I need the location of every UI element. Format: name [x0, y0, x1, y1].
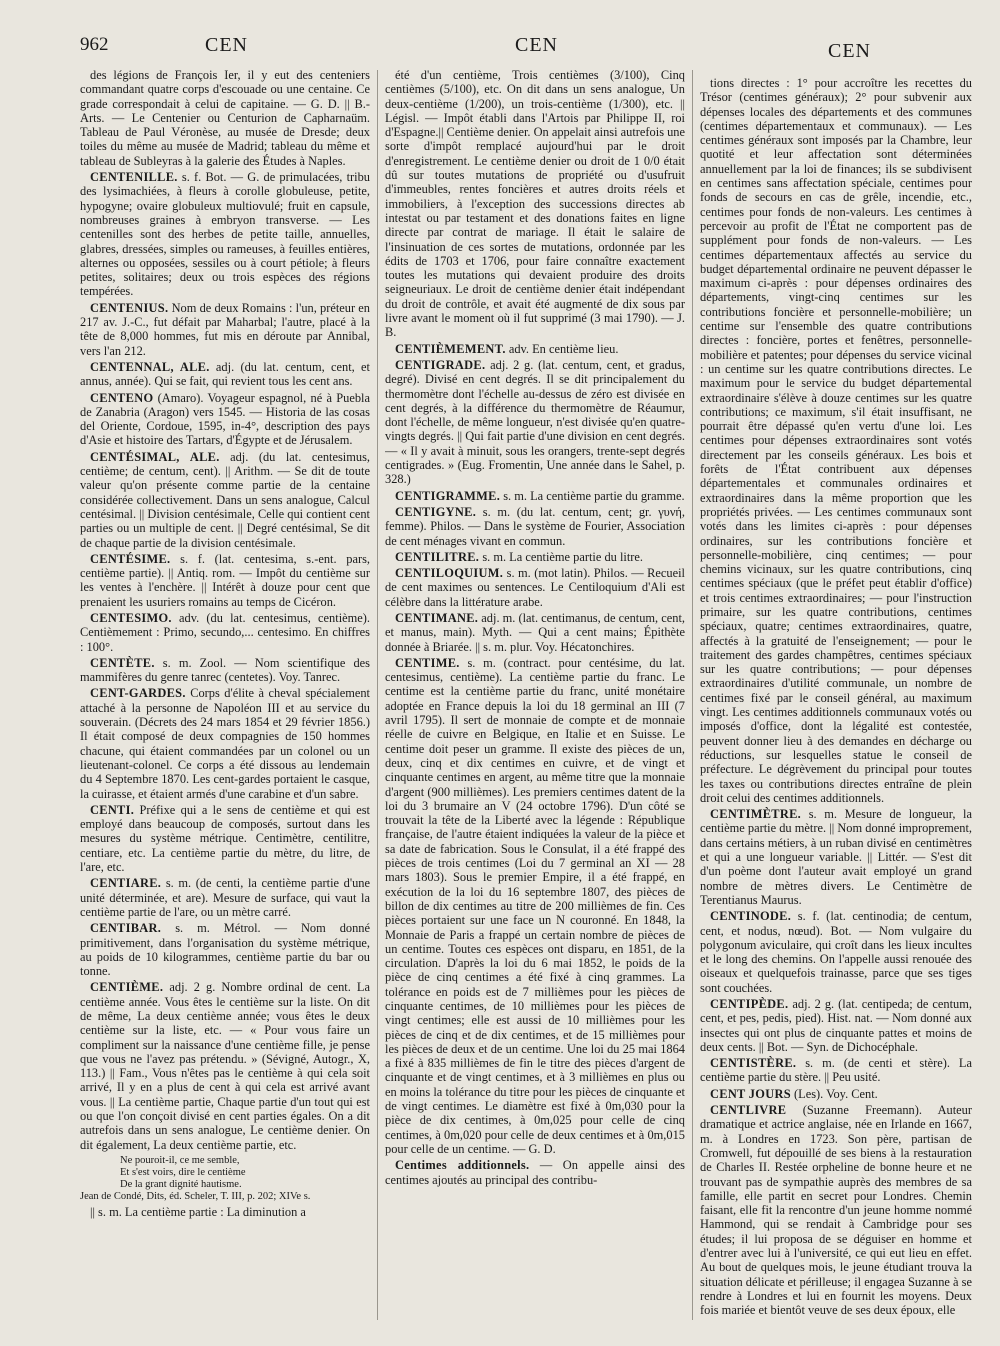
entry-headword: CENTENIUS.	[90, 300, 169, 315]
entry-headword: CENTIÈME.	[90, 980, 164, 995]
entry-headword: CENTIMÈTRE.	[710, 807, 802, 822]
entry-headword: CENTLIVRE	[710, 1103, 787, 1118]
entry-continuation	[80, 1205, 370, 1219]
entry-text: (Les). Voy. Cent.	[790, 1086, 878, 1101]
entry-headword: CENTIPÈDE.	[710, 997, 789, 1011]
dictionary-entry	[385, 611, 685, 654]
entry-text: des légions de François Ier, il y eut des centeniers commandant quatre corps d'escouade ou une centaine. Ce grade correspondait à celui de capitaine. — G. D. || B.-Arts. — Le Centenier ou Centurion de Capharnaüm. Tableau de Paul Véronèse, au musée de Dresde; deux toiles du même au musée de Madrid; tableau du même et tableau de Subleyras à la galerie des Études à Naples.	[80, 68, 370, 168]
entry-text: s. m. Zool. — Nom scientifique des mammifères du genre tanrec (centetes). Voy. Tanrec.	[80, 655, 370, 685]
dictionary-entry	[80, 360, 370, 389]
entry-text: s. f. (lat. centesima, s.-ent. pars, centième partie). || Antiq. rom. — Impôt du centième sur les ventes à l'enchère. || Intérêt à douze pour cent que prenaient les usuriers romains au temps de Cicéron.	[80, 551, 370, 609]
dictionary-entry	[385, 656, 685, 1156]
entry-headword: CENTISTÈRE.	[710, 1056, 797, 1071]
entry-headword: CENTIMANE.	[395, 610, 479, 625]
entry-headword: CENTÉSIME.	[90, 551, 171, 566]
entry-headword: CENTENILLE.	[90, 170, 178, 185]
page-number: 962	[80, 34, 109, 55]
entry-text: adj. (du lat. centum, cent, et annus, année). Qui se fait, qui revient tous les cent ans.	[80, 359, 370, 389]
entry-headword: CENTIÈMEMENT.	[395, 341, 506, 356]
entry-headword: CENTINODE.	[710, 909, 792, 924]
dictionary-entry	[80, 876, 370, 919]
dictionary-entry	[80, 686, 370, 800]
entry-headword: CENTENO	[90, 390, 154, 405]
dictionary-entry	[80, 552, 370, 609]
entry-text: adv. En centième lieu.	[505, 341, 619, 356]
dictionary-entry	[80, 391, 370, 448]
entry-headword: CENTIARE.	[90, 876, 162, 891]
dictionary-entry	[80, 921, 370, 978]
dictionary-entry	[385, 342, 685, 356]
dictionary-entry	[385, 358, 685, 487]
entry-headword: Centimes additionnels.	[395, 1158, 530, 1173]
entry-text: adj. 2 g. (lat. centipeda; de centum, cent, et pes, pedis, pied). Hist. nat. — Nom donné aux insectes qui ont plus de cinquante pattes et moins de deux cents. || Bot. — Syn. de Dichocéphale.	[700, 997, 972, 1054]
entry-text: Préfixe qui a le sens de centième et qui est employé dans beaucoup de composés, surtout dans les mesures du système métrique. Centimètre, centilitre, centiare, etc. La centième partie du mètre, du litre, de l'are, etc.	[80, 802, 370, 875]
verse-quotation	[80, 1155, 370, 1203]
entry-text: s. m. (mot latin). Philos. — Recueil de cent maximes ou sentences. Le Centiloquium d'Ali est célèbre dans la littérature arabe.	[385, 566, 685, 609]
column-3	[700, 76, 972, 1338]
column-divider	[692, 70, 693, 1320]
dictionary-entry	[700, 909, 972, 995]
entry-text: s. f. Bot. — G. de primulacées, tribu des lysimachiées, à fleurs à corolle globuleuse, petite, hypogyne; ovaire globuleux multiovulé; fruit en capsule, nombreuses graines à embryon transverse. — Les centenilles sont des herbes de petite taille, annuelles, glabres, dressées, simples ou rameuses, à feuilles entières, alternes ou opposées, sessiles ou à court pétiole; à fleurs petites, solitaires; deux ou trois espèces des régions tempérées.	[80, 170, 370, 299]
quotation-source: Jean de Condé, Dits, éd. Scheler, T. III, p. 202; XIVe s.	[80, 1190, 311, 1202]
entry-text: s. m. (de centi et stère). La centième partie du stère. || Peu usité.	[700, 1056, 972, 1085]
entry-headword: CENTÈTE.	[90, 655, 155, 670]
entry-text: adv. (du lat. centesimus, centième). Centièmement : Primo, secundo,... centesimo. En chiffres : 100°.	[80, 610, 370, 654]
entry-text: Nom de deux Romains : l'un, préteur en 217 av. J.-C., fut défait par Maharbal; l'autre, placé à la tête de 8,000 hommes, fut mis en déroute par Annibal, vers l'an 212.	[80, 300, 370, 358]
entry-text: s. m. Mesure de longueur, la centième partie du mètre. || Nom donné improprement, dans certains métiers, à un ruban divisé en centimètres et qui a une longueur variable. || Littér. — S'est dit d'un poème dont l'auteur avait employé un grand nombre de mètres divers. Le Centimètre de Terentianus Maurus.	[700, 807, 972, 907]
entry-text: (Suzanne Freemann). Auteur dramatique et actrice anglaise, née en Irlande en 1667, m. à Londres en 1723. Son père, partisan de Cromwell, fut dépouillé de ses biens à la restauration de Charles II. Restée orpheline de bonne heure et ne trouvant pas de sympathie auprès des membres de sa famille, elle partit en secret pour Londres. Chemin faisant, elle fit la rencontre d'un jeune homme nommé Hammond, qui se rendait à Cambridge pour ses études; il lui proposa de se déguiser en homme et d'entrer avec lui à l'université, ce qui eut lieu en effet. Au bout de quelques mois, le jeune étudiant trouva la situation délicate et périlleuse; il engagea Suzanne à se rendre à Londres et lui en fournit les moyens. Deux fois mariée et bientôt veuve de ses deux époux, elle	[700, 1103, 972, 1318]
entry-text: s. m. La centième partie du litre.	[479, 549, 643, 564]
dictionary-entry	[385, 505, 685, 548]
entry-headword: CENTILITRE.	[395, 549, 480, 564]
dictionary-entry	[385, 550, 685, 564]
dictionary-entry	[385, 489, 685, 503]
dictionary-entry	[80, 656, 370, 685]
entry-headword: CENTI.	[90, 802, 135, 817]
column-1	[80, 68, 370, 1330]
dictionary-entry	[700, 1103, 972, 1317]
dictionary-entry	[80, 170, 370, 299]
entry-headword: CENTESIMO.	[90, 610, 172, 625]
entry-headword: CENT JOURS	[710, 1086, 791, 1101]
entry-text: adj. m. (lat. centimanus, de centum, cent, et manus, main). Myth. — Qui a cent mains; Épithète donnée à Briarée. || s. m. plur. Voy. Hécatonchires.	[385, 610, 685, 654]
dictionary-entry	[80, 301, 370, 358]
entry-text: adj. 2 g. Nombre ordinal de cent. La centième année. Vous êtes le centième sur la liste. On dit de même, La deux centième année; vous êtes le deux centième sur la liste, etc. — « Pour vous faire un compliment sur la naissance d'une centième fille, je pense que vous ne l'avez pas prétendu. » (Sévigné, Autogr., X, 113.) || Fam., Vous n'êtes pas le centième à qui cela soit arrivé, Il y en a plus de cent à qui cela est arrivé avant vous. || La centième partie, Chaque partie d'un tout qui est ou que l'on conçoit divisé en cent parties égales. On a dit autrefois dans un sens analogue, Le centième denier. On dit également, La deux centième partie, etc.	[80, 980, 370, 1152]
entry-continuation	[700, 76, 972, 805]
running-header	[0, 28, 1000, 68]
verse-line: De la grant dignité hautisme.	[120, 1178, 242, 1190]
dictionary-entry	[385, 1158, 685, 1187]
entry-text: — On appelle ainsi des centimes ajoutés au principal des contribu-	[385, 1158, 685, 1187]
header-left-keyword: CEN	[205, 34, 248, 56]
dictionary-entry	[700, 807, 972, 907]
entry-text: tions directes : 1° pour accroître les recettes du Trésor (centimes généraux); 2° pour subvenir aux dépenses locales des départements et des communes (centimes départementaux et communaux). — Les centimes généraux sont imposés par la Chambre, leur quotité et leur affectation sont déterminées annuellement par la loi de finances; ils se subdivisent en centimes sans affectation spéciale, centimes pour fonds de secours en cas de grêle, incendie, etc., centimes pour fonds de non-valeurs. Les centimes à percevoir au profit de l'État ne comportent pas de supplément pour fonds de non-valeurs. — Les centimes départementaux affectés au service du budget départemental ordinaire ne peuvent dépasser le maximum ci-après : pour dépenses ordinaires des départements, vingt-cinq centimes sur les contributions foncière et personnelle-mobilière; un centime sur l'ensemble des quatre contributions directes : foncière, portes et fenêtres, personnelle-mobilière et patentes; pour dépenses du service vicinal : un centime sur les quatre contributions directes. Le maximum pour le service du budget départemental extraordinaire s'élève à douze centimes sur les quatre contributions; ce maximum, s'il était insuffisant, ne pourrait être dépassé qu'en vertu d'une loi. Les centimes pour dépenses extraordinaires sont votés directement par les conseils généraux. Les bois et forêts de l'État contribuent aux dépenses départementales et communales ordinaires et extraordinaires dans la même proportion que les propriétés privées. — Les centimes communaux sont votés dans les limites ci-après : pour dépenses ordinaires, sur les contributions foncière et personnelle-mobilière, cinq centimes; — pour chemins vicinaux, sur les quatre contributions, cinq centimes spéciaux (que le préfet peut établir d'office) et trois centimes extraordinaires; — pour l'instruction primaire, sur les quatre contributions, centimes spéciaux, quatre; centimes extraordinaires, quatre, affectés à la gratuité de l'enseignement; — pour le traitement des gardes champêtres, centimes spéciaux sur les quatre contributions; — pour dépenses extraordinaires d'utilité communale, un nombre de centimes fixé par le conseil général, au maximum vingt. Les centimes additionnels communaux votés ou imposés d'office, dont la légalité est contestée, peuvent donner lieu à des demandes en décharge ou réductions, sur lesquelles statue le conseil de préfecture. Le dégrèvement du principal pour toutes les taxes ou contributions directes entraîne de plein droit celui des centimes additionnels.	[700, 76, 972, 805]
dictionary-entry	[80, 450, 370, 550]
entry-text: s. m. (du lat. centum, cent; gr. γυνή, femme). Philos. — Dans le système de Fourier, Association de cent ménages vivant en commun.	[385, 504, 685, 548]
entry-text: Corps d'élite à cheval spécialement attaché à la personne de Napoléon III et au service du souverain. (Décrets des 24 mars 1854 et 29 février 1856.) Il était composé de deux compagnies de 150 hommes chacune, qui étaient commandées par un colonel ou un lieutenant-colonel. Ce corps a été dissous au lendemain du 4 Septembre 1870. Les cent-gardes portaient le casque, la cuirasse, et étaient armés d'une carabine et d'un sabre.	[80, 686, 370, 801]
dictionary-entry	[385, 566, 685, 609]
entry-text: été d'un centième, Trois centièmes (3/100), Cinq centièmes (5/100), etc. On dit dans un sens analogue, Un deux-centième (1/200), un trois-centième (1/300), etc. || Législ. — Impôt établi dans l'Artois par Philippe II, roi d'Espagne.|| Centième denier. On appelait ainsi autrefois une sorte d'impôt remplacé aujourd'hui par le droit d'enregistrement. Le centième denier ou droit de 1 0/0 était dû sur toutes mutations de propriété ou d'usufruit d'immeubles, rentes foncières et autres droits réels et immobiliers, à l'exception des successions directes ab intestat ou par testament et des donations faites en ligne directe par contrat de mariage. Il était le salaire de l'insinuation de ces sortes de mutations, ordonnée par les édits de 1703 et 1706, pour faire connaître exactement toutes les mutations qui devaient produire des droits seigneuriaux. Le droit de centième denier était indépendant du droit de contrôle, et avait été augmenté de dix sous par livre avant le moment où il fut supprimé (3 mai 1790). — J. B.	[385, 68, 685, 340]
entry-headword: CENTIGRAMME.	[395, 488, 501, 503]
entry-headword: CENTIGYNE.	[395, 504, 477, 519]
entry-continuation	[385, 68, 685, 340]
dictionary-entry	[700, 1056, 972, 1085]
dictionary-entry	[80, 611, 370, 654]
entry-text: s. m. (contract. pour centésime, du lat. centesimus, centième). La centième partie du franc. Le centime est la centième partie du franc, unité monétaire adoptée en France depuis la loi du 18 germinal an III (7 avril 1795). Il sert de monnaie de compte et de monnaie réelle de cuivre en Belgique, en Italie et en Suisse. Le centime doit peser un gramme. Il existe des pièces de un, deux, cinq et dix centimes en cuivre, et de vingt et cinquante centimes en argent, au même titre que la monnaie d'argent (900 millièmes). Les premiers centimes datent de la loi du 3 brumaire an V (24 octobre 1796). D'un côté se trouvait la tête de la Liberté avec la légende : République française, de l'autre étaient indiquées la valeur de la pièce et sa date de fabrication. Sous le Consulat, il a été frappé des pièces de trois centimes (Loi du 7 germinal an XI — 28 mars 1803). Sous le premier Empire, il a été frappé, en exécution de la loi du 16 septembre 1807, des pièces de billon de dix centimes au titre de 200 millièmes de fin. Ces pièces portaient sur une face un N couronné. En 1848, la Monnaie de Paris a frappé un certain nombre de pièces de un centime. Toutes ces espèces ont disparu, en 1851, de la circulation. D'après la loi du 6 mai 1852, le poids de la pièce de cinq centimes a été fixé à cinq grammes. La tolérance en poids est de 7 millièmes pour les pièces de cinquante centimes, de 10 millièmes pour les pièces de vingt centimes; elle est aussi de 10 millièmes pour les pièces de cinq et de dix centimes, et de 15 millièmes pour les pièces de deux et de un centime. Une loi du 25 mai 1864 a fixé à 835 millièmes de fin le titre des pièces d'argent de cinquante et de vingt centimes, et à 3 millièmes en plus ou en moins la tolérance du titre pour les pièces de cinquante et de vingt centimes. Le diamètre est fixé à 0m,030 pour la pièce de dix centimes, à 0m,025 pour celle de cinq centimes, à 0m,020 pour celle de deux centimes et à 0m,015 pour celle de un centime. — G. D.	[385, 655, 685, 1156]
entry-headword: CENTÉSIMAL, ALE.	[90, 449, 220, 464]
entry-text: s. m. Métrol. — Nom donné primitivement, dans l'organisation du système métrique, au poids de 10 kilogrammes, centième partie du bar ou tonne.	[80, 921, 370, 979]
header-right-keyword: CEN	[828, 40, 871, 62]
entry-text: (Amaro). Voyageur espagnol, né à Puebla de Zanabria (Aragon) vers 1545. — Historia de las cosas del Oriente, Cordoue, 1595, in-4°, description des pays d'Asie et histoire des Tartars, d'Égypte et de Jérusalem.	[80, 390, 370, 448]
dictionary-entry	[700, 997, 972, 1054]
entry-headword: CENTENNAL, ALE.	[90, 359, 210, 374]
column-divider	[377, 70, 378, 1320]
entry-headword: CENTIME.	[395, 655, 460, 670]
entry-text: s. m. (de centi, la centième partie d'une unité déterminée, et are). Mesure de surface, qui vaut la centième partie de l'are, ou un mètre carré.	[80, 876, 370, 919]
verse-line: Ne pouroit-il, ce me semble,	[120, 1154, 240, 1166]
header-center-keyword: CEN	[515, 34, 558, 56]
dictionary-entry	[700, 1087, 972, 1101]
entry-headword: CENT-GARDES.	[90, 686, 186, 701]
column-2	[385, 68, 685, 1330]
dictionary-entry	[80, 980, 370, 1152]
entry-text: s. m. La centième partie du gramme.	[500, 488, 685, 503]
entry-text: s. f. (lat. centinodia; de centum, cent, et nodus, nœud). Bot. — Nom vulgaire du polygonum aviculaire, qui croît dans les lieux incultes et le long des chemins. On l'appelle aussi renouée des oiseaux et quelquefois trainasse, parce que ses tiges sont couchées.	[700, 909, 972, 995]
verse-line: Et s'est voirs, dire le centième	[120, 1166, 246, 1178]
dictionary-entry	[80, 803, 370, 874]
entry-continuation	[80, 68, 370, 168]
entry-headword: CENTIBAR.	[90, 921, 162, 936]
entry-headword: CENTILOQUIUM.	[395, 566, 504, 581]
entry-headword: CENTIGRADE.	[395, 357, 486, 372]
entry-text: || s. m. La centième partie : La diminution a	[90, 1204, 306, 1219]
entry-text: adj. 2 g. (lat. centum, cent, et gradus, degré). Divisé en cent degrés. Il se dit principalement du thermomètre dont l'échelle au-dessus de zéro est divisée en cent degrés, à la différence du thermomètre de Réaumur, dont l'échelle, de même longueur, n'est divisée qu'en quatre-vingts degrés. || Qui fait partie d'une division en cent degrés. — « Il y avait à minuit, sous les orangers, trente-sept degrés centigrades. » (Eug. Fromentin, Une année dans le Sahel, p. 328.)	[385, 357, 685, 487]
entry-text: adj. (du lat. centesimus, centième; de centum, cent). || Arithm. — Se dit de toute valeur qu'on présente comme partie de la centaine considérée collectivement. Dans un sens analogue, Calcul centésimal. || Division centésimale, Celle qui contient cent parties ou un multiple de cent. || Degré centésimal, Se dit de chaque partie de la division centésimale.	[80, 449, 370, 550]
